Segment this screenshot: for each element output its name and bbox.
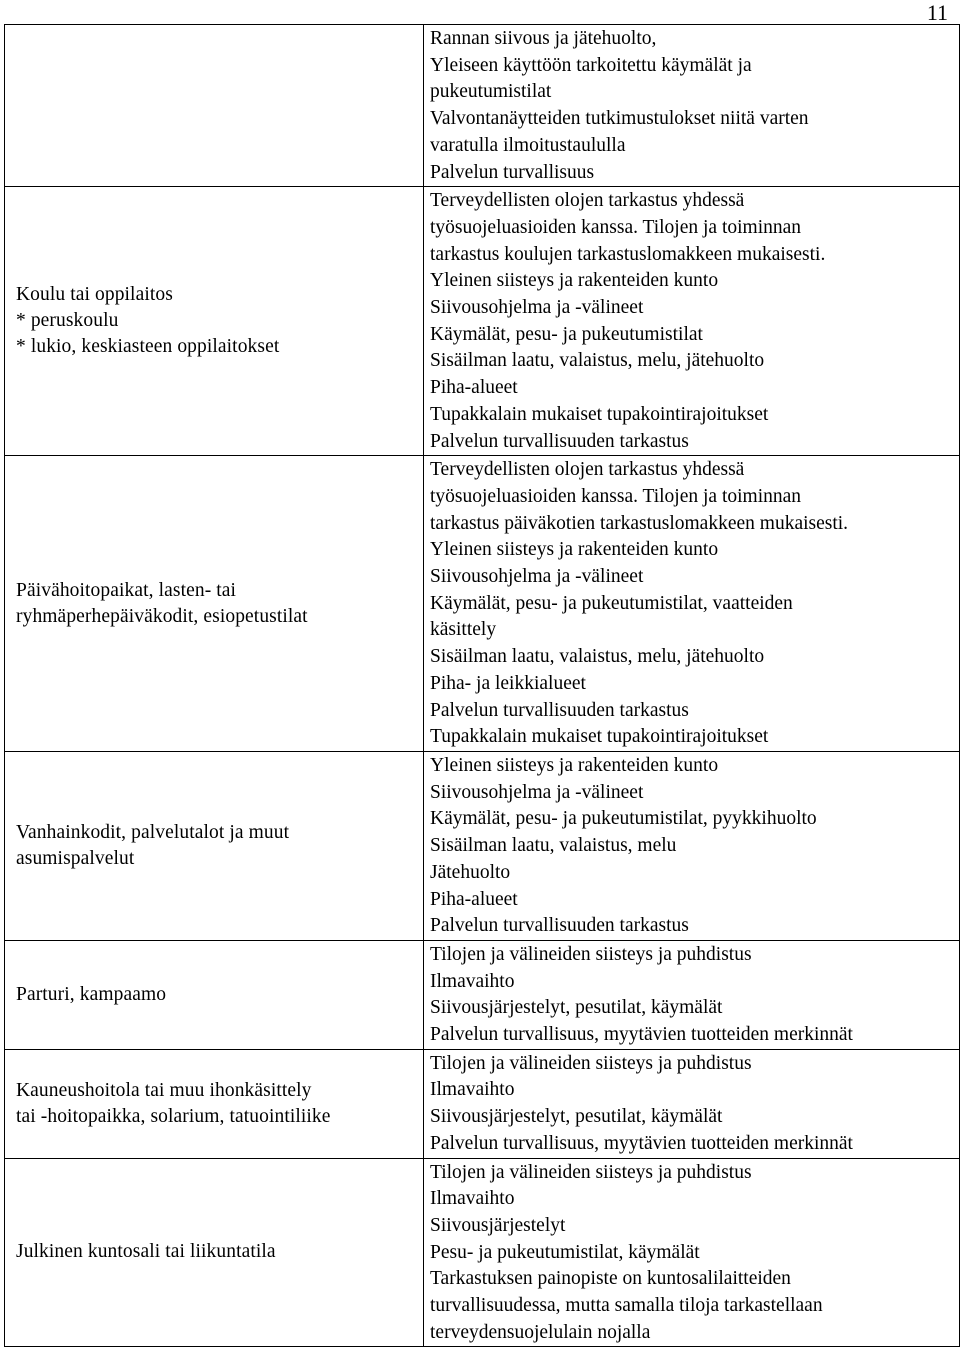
inspection-item-line: Siivousohjelma ja -välineet	[430, 297, 644, 319]
inspection-item-line: Tupakkalain mukaiset tupakointirajoitukset	[430, 403, 769, 425]
table-row	[5, 940, 960, 1049]
inspection-table	[4, 24, 960, 1347]
inspection-item-line: Jätehuolto	[430, 861, 511, 883]
inspection-item-line: varatulla ilmoitustaululla	[430, 134, 626, 156]
inspection-item-line: Käymälät, pesu- ja pukeutumistilat, vaatteiden	[430, 592, 793, 614]
inspection-item-line: Palvelun turvallisuuden tarkastus	[430, 699, 689, 721]
establishment-type-cell	[5, 187, 424, 456]
inspection-items-cell	[424, 751, 960, 940]
inspection-items-cell	[424, 456, 960, 752]
table-row	[5, 1049, 960, 1158]
inspection-item-line: Palvelun turvallisuus, myytävien tuotteiden merkinnät	[430, 1024, 853, 1046]
establishment-type-line: ryhmäperhepäiväkodit, esiopetustilat	[16, 605, 308, 627]
establishment-type-cell	[5, 1158, 424, 1347]
inspection-item-line: Käymälät, pesu- ja pukeutumistilat	[430, 323, 703, 345]
table-row	[5, 1158, 960, 1347]
inspection-item-line: Sisäilman laatu, valaistus, melu, jätehuolto	[430, 350, 765, 372]
inspection-item-line: Piha-alueet	[430, 888, 518, 910]
inspection-item-line: Siivousjärjestelyt, pesutilat, käymälät	[430, 997, 723, 1019]
inspection-item-line: työsuojeluasioiden kanssa. Tilojen ja toiminnan	[430, 485, 802, 507]
establishment-type-line: Vanhainkodit, palvelutalot ja muut	[16, 821, 290, 843]
inspection-items-cell	[424, 940, 960, 1049]
inspection-item-line: tarkastus päiväkotien tarkastuslomakkeen mukaisesti.	[430, 512, 849, 534]
inspection-item-line: Yleinen siisteys ja rakenteiden kunto	[430, 270, 719, 292]
inspection-item-line: Palvelun turvallisuus	[430, 161, 595, 183]
establishment-type-cell	[5, 456, 424, 752]
inspection-item-line: Piha-alueet	[430, 377, 518, 399]
inspection-item-line: Terveydellisten olojen tarkastus yhdessä	[430, 459, 745, 481]
inspection-item-line: Ilmavaihto	[430, 970, 515, 992]
inspection-item-line: Käymälät, pesu- ja pukeutumistilat, pyykkihuolto	[430, 808, 817, 830]
inspection-items-cell	[424, 187, 960, 456]
inspection-item-line: Tilojen ja välineiden siisteys ja puhdistus	[430, 1052, 752, 1074]
inspection-item-line: Ilmavaihto	[430, 1188, 515, 1210]
establishment-type-cell	[5, 1049, 424, 1158]
table-row	[5, 751, 960, 940]
establishment-type-line: Koulu tai oppilaitos	[16, 284, 173, 306]
inspection-item-line: Valvontanäytteiden tutkimustulokset niitä varten	[430, 108, 809, 130]
inspection-item-line: Siivousohjelma ja -välineet	[430, 566, 644, 588]
inspection-items-cell	[424, 1158, 960, 1347]
establishment-type-line: * lukio, keskiasteen oppilaitokset	[16, 336, 280, 358]
table-row	[5, 187, 960, 456]
establishment-type-line: Päivähoitopaikat, lasten- tai	[16, 579, 237, 601]
inspection-item-line: käsittely	[430, 619, 497, 641]
inspection-item-line: Yleinen siisteys ja rakenteiden kunto	[430, 754, 719, 776]
inspection-item-line: Piha- ja leikkialueet	[430, 672, 586, 694]
inspection-item-line: Ilmavaihto	[430, 1079, 515, 1101]
inspection-item-line: Tarkastuksen painopiste on kuntosalilaitteiden	[430, 1268, 791, 1290]
inspection-item-line: terveydensuojelulain nojalla	[430, 1321, 651, 1343]
inspection-item-line: Sisäilman laatu, valaistus, melu, jätehuolto	[430, 646, 765, 668]
inspection-item-line: Terveydellisten olojen tarkastus yhdessä	[430, 190, 745, 212]
table-body	[5, 25, 960, 1347]
establishment-type-line: * peruskoulu	[16, 310, 119, 332]
establishment-type-line: Parturi, kampaamo	[16, 983, 167, 1005]
inspection-item-line: Pesu- ja pukeutumistilat, käymälät	[430, 1241, 700, 1263]
establishment-type-line: asumispalvelut	[16, 847, 135, 869]
inspection-item-line: tarkastus koulujen tarkastuslomakkeen mukaisesti.	[430, 243, 826, 265]
establishment-type-line: tai -hoitopaikka, solarium, tatuointiliike	[16, 1105, 331, 1127]
inspection-items-cell	[424, 25, 960, 187]
inspection-items-cell	[424, 1049, 960, 1158]
inspection-item-line: Palvelun turvallisuuden tarkastus	[430, 430, 689, 452]
inspection-item-line: Siivousjärjestelyt, pesutilat, käymälät	[430, 1106, 723, 1128]
establishment-type-line: Kauneushoitola tai muu ihonkäsittely	[16, 1079, 312, 1101]
inspection-item-line: työsuojeluasioiden kanssa. Tilojen ja toiminnan	[430, 216, 802, 238]
table-row	[5, 25, 960, 187]
establishment-type-cell	[5, 751, 424, 940]
establishment-type-line: Julkinen kuntosali tai liikuntatila	[16, 1241, 276, 1263]
page-number: 11	[926, 0, 948, 25]
inspection-item-line: Yleinen siisteys ja rakenteiden kunto	[430, 539, 719, 561]
inspection-item-line: Tupakkalain mukaiset tupakointirajoitukset	[430, 726, 769, 748]
inspection-item-line: turvallisuudessa, mutta samalla tiloja tarkastellaan	[430, 1295, 823, 1317]
inspection-item-line: Palvelun turvallisuus, myytävien tuotteiden merkinnät	[430, 1132, 853, 1154]
inspection-item-line: Tilojen ja välineiden siisteys ja puhdistus	[430, 1161, 752, 1183]
establishment-type-cell	[5, 25, 424, 187]
inspection-item-line: Palvelun turvallisuuden tarkastus	[430, 915, 689, 937]
inspection-item-line: Sisäilman laatu, valaistus, melu	[430, 835, 677, 857]
inspection-item-line: Siivousohjelma ja -välineet	[430, 781, 644, 803]
inspection-item-line: Rannan siivous ja jätehuolto,	[430, 28, 657, 49]
inspection-item-line: Tilojen ja välineiden siisteys ja puhdistus	[430, 943, 752, 965]
establishment-type-cell	[5, 940, 424, 1049]
table-row	[5, 456, 960, 752]
inspection-item-line: Yleiseen käyttöön tarkoitettu käymälät ja	[430, 54, 752, 76]
inspection-item-line: Siivousjärjestelyt	[430, 1214, 566, 1236]
inspection-item-line: pukeutumistilat	[430, 81, 552, 103]
